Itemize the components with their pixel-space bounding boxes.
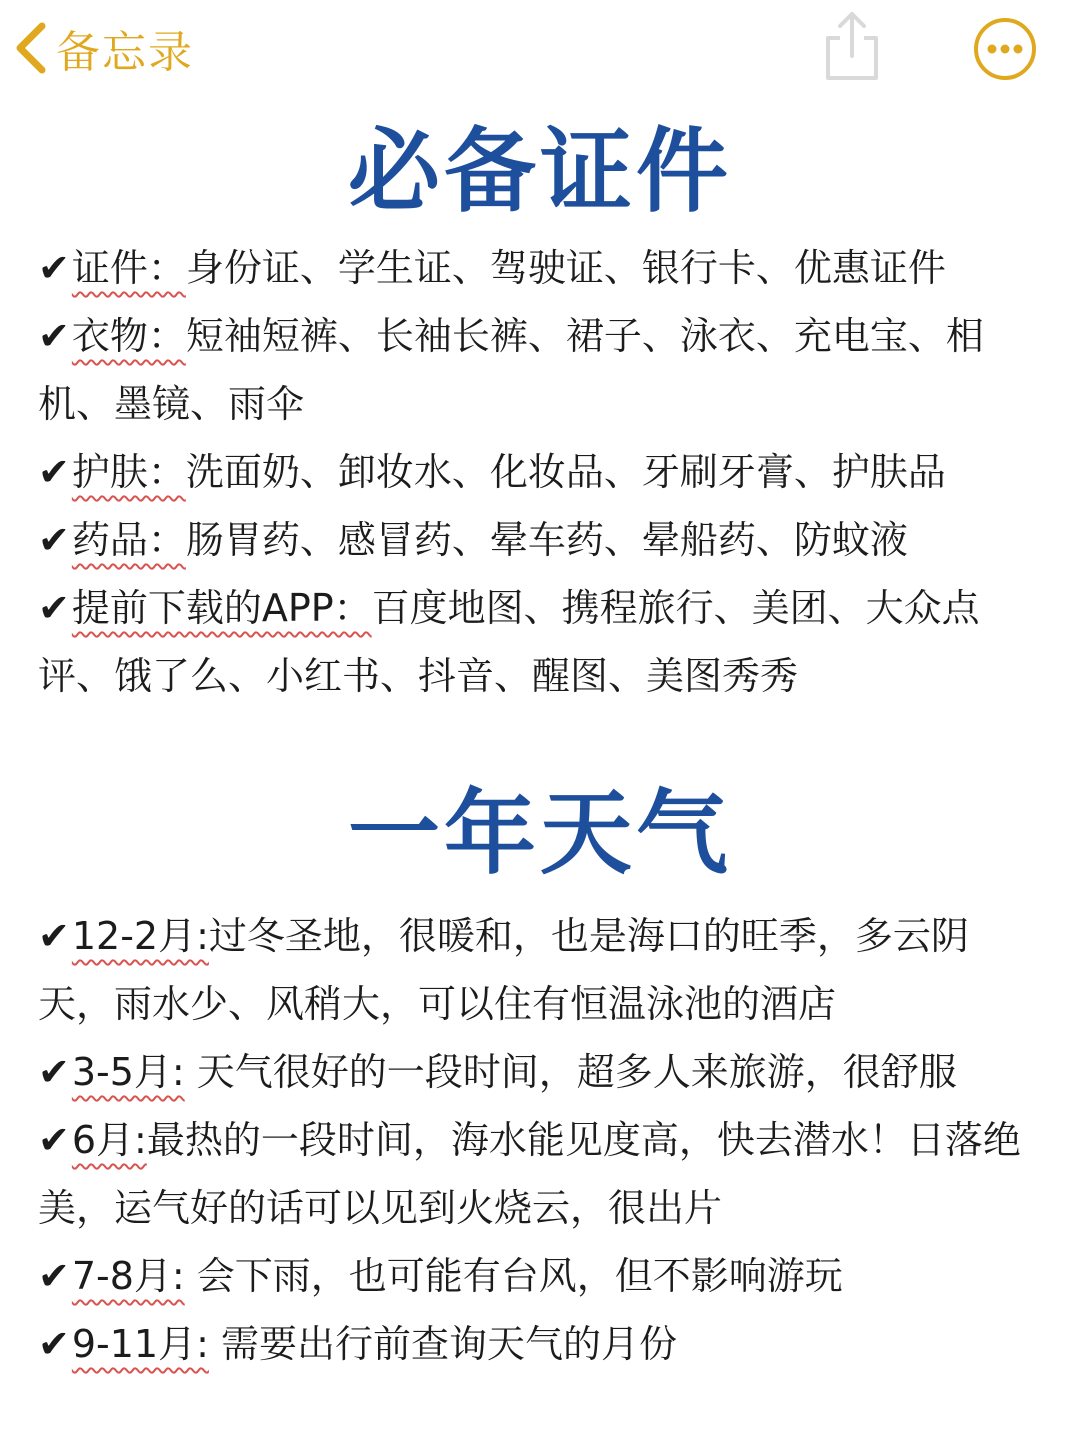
- item-label: 衣物：: [71, 314, 186, 358]
- item-text: 会下雨，也可能有台风，但不影响游玩: [184, 1254, 843, 1298]
- documents-list: [38, 234, 1038, 710]
- item-text: 最热的一段时间，海水能见度高，快去潜水！日落绝美，运气好的话可以见到火烧云，很出片: [38, 1118, 1021, 1230]
- list-item: [38, 902, 1038, 1038]
- list-item: [38, 1242, 1038, 1310]
- list-item: [38, 1106, 1038, 1242]
- list-item: [38, 302, 1038, 438]
- check-mark: ✔: [38, 1050, 70, 1094]
- item-label: 7-8月:: [71, 1254, 185, 1298]
- check-mark: ✔: [38, 914, 70, 958]
- list-item: [38, 574, 1038, 710]
- chevron-left-icon: [12, 20, 48, 76]
- item-label: 3-5月:: [71, 1050, 185, 1094]
- item-text: 肠胃药、感冒药、晕车药、晕船药、防蚊液: [185, 518, 908, 562]
- item-text: 过冬圣地，很暖和，也是海口的旺季，多云阴天，雨水少、风稍大，可以住有恒温泳池的酒店: [38, 914, 969, 1026]
- item-label: 提前下载的APP：: [71, 586, 372, 630]
- item-label: 证件：: [71, 246, 186, 290]
- navigation-bar: [0, 0, 1080, 100]
- item-text: 身份证、学生证、驾驶证、银行卡、优惠证件: [185, 246, 946, 290]
- check-mark: ✔: [38, 314, 70, 358]
- check-mark: ✔: [38, 246, 70, 290]
- check-mark: ✔: [38, 450, 70, 494]
- item-label: 9-11月:: [71, 1322, 209, 1366]
- item-text: 需要出行前查询天气的月份: [208, 1322, 677, 1366]
- check-mark: ✔: [38, 1118, 70, 1162]
- list-item: [38, 438, 1038, 506]
- more-button[interactable]: [972, 16, 1038, 82]
- share-button[interactable]: [820, 8, 884, 84]
- item-text: 百度地图、携程旅行、美团、大众点评、饿了么、小红书、抖音、醒图、美图秀秀: [38, 586, 980, 698]
- list-item: [38, 1310, 1038, 1378]
- item-text: 短袖短裤、长袖长裤、裙子、泳衣、充电宝、相机、墨镜、雨伞: [38, 314, 984, 426]
- list-item: [38, 1038, 1038, 1106]
- section-title-documents: 必备证件: [347, 118, 732, 225]
- more-icon: [972, 16, 1038, 82]
- weather-list: [38, 902, 1038, 1378]
- item-label: 12-2月:: [71, 914, 209, 958]
- item-text: 天气很好的一段时间，超多人来旅游，很舒服: [184, 1050, 957, 1094]
- back-button[interactable]: [12, 16, 194, 80]
- item-label: 药品：: [71, 518, 186, 562]
- item-text: 洗面奶、卸妆水、化妆品、牙刷牙膏、护肤品: [185, 450, 946, 494]
- item-label: 6月:: [71, 1118, 147, 1162]
- check-mark: ✔: [38, 518, 70, 562]
- list-item: [38, 234, 1038, 302]
- section-title-weather: 一年天气: [347, 780, 732, 887]
- check-mark: ✔: [38, 1322, 70, 1366]
- check-mark: ✔: [38, 586, 70, 630]
- back-label: 备忘录: [56, 27, 194, 78]
- item-label: 护肤：: [71, 450, 186, 494]
- list-item: [38, 506, 1038, 574]
- check-mark: ✔: [38, 1254, 70, 1298]
- share-icon: [820, 8, 884, 84]
